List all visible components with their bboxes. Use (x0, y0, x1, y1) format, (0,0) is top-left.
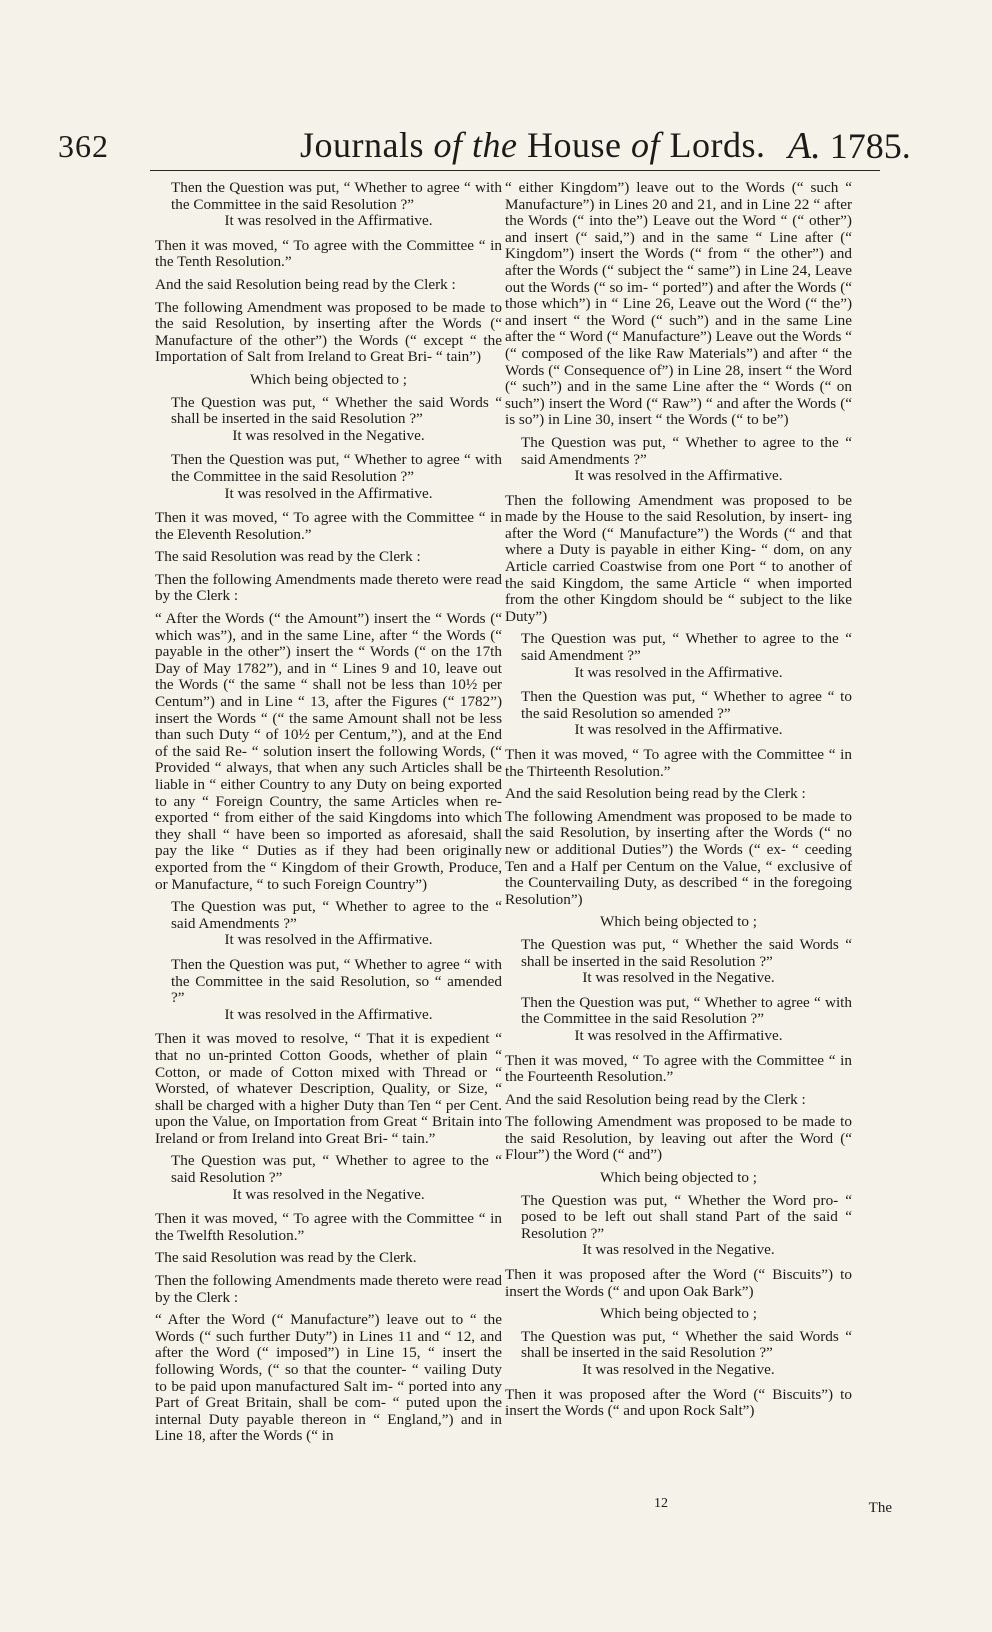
question-paragraph: The Question was put, “ Whether the said Words “ shall be inserted in the said Resolution ?” (521, 1327, 852, 1362)
resolution-result: It was resolved in the Affirmative. (574, 467, 783, 485)
signature-mark: 12 (654, 1496, 668, 1511)
text-paragraph: Then the following Amendments made thereto were read by the Clerk : (155, 1272, 502, 1306)
question-paragraph: The Question was put, “ Whether to agree to the “ said Amendments ?” (521, 433, 852, 468)
question-paragraph: Then the Question was put, “ Whether to agree “ to the said Resolution so amended ?” (521, 688, 852, 722)
resolution-result: It was resolved in the Negative. (582, 1241, 775, 1259)
question-paragraph: Then the Question was put, “ Whether to agree “ with the Committee in the said Resolution ?” (171, 179, 502, 213)
text-paragraph: Then it was moved, “ To agree with the Committee “ in the Fourteenth Resolution.” (505, 1051, 852, 1086)
objection-line: Which being objected to ; (600, 1169, 757, 1187)
text-paragraph: And the said Resolution being read by the Clerk : (505, 785, 806, 803)
text-paragraph: Then it was proposed after the Word (“ Biscuits”) to insert the Words (“ and upon Rock Salt”) (505, 1385, 852, 1420)
question-paragraph: Then the Question was put, “ Whether to agree “ with the Committee in the said Resolution ?” (521, 993, 852, 1028)
question-paragraph: The Question was put, “ Whether the said Words “ shall be inserted in the said Resolution ?” (521, 935, 852, 970)
resolution-result: It was resolved in the Affirmative. (224, 1005, 433, 1023)
question-paragraph: The Question was put, “ Whether to agree to the “ said Amendments ?” (171, 898, 502, 932)
page-header (0, 0, 992, 175)
text-paragraph: Then it was moved, “ To agree with the Committee “ in the Tenth Resolution.” (155, 236, 502, 271)
left-column (155, 180, 502, 1451)
text-paragraph: Then the following Amendments made thereto were read by the Clerk : (155, 570, 502, 605)
page-number: 362 (58, 128, 109, 164)
resolution-result: It was resolved in the Affirmative. (574, 721, 783, 739)
text-paragraph: Then it was moved, “ To agree with the Committee “ in the Twelfth Resolution.” (155, 1210, 502, 1244)
question-paragraph: The Question was put, “ Whether the Word pro- “ posed to be left out shall stand Part of the said “ Resolution ?” (521, 1191, 852, 1242)
text-paragraph: The following Amendment was proposed to be made to the said Resolution, by inserting after the Words (“ no new or additional Duties”) the Words (“ ex- “ ceeding Ten and a Half per Centum on the Value, “ exclusive of the Countervailing Duty, as described “ in the foregoing Resolution”) (505, 807, 852, 908)
title-word: House (527, 125, 622, 165)
right-column (505, 180, 852, 1426)
resolution-result: It was resolved in the Affirmative. (224, 212, 433, 230)
text-columns (0, 180, 992, 1580)
resolution-result: It was resolved in the Negative. (582, 1361, 775, 1378)
catchword: The (868, 1500, 892, 1516)
resolution-result: It was resolved in the Affirmative. (224, 484, 433, 502)
text-paragraph: The following Amendment was proposed to be made to the said Resolution, by inserting after the Words (“ Manufacture of the other”) the Words (“ except “ the Importation of Salt from Ireland to Great Bri- “ tain”) (155, 298, 502, 366)
objection-line: Which being objected to ; (600, 913, 757, 931)
text-paragraph: The said Resolution was read by the Clerk. (155, 1249, 417, 1267)
text-paragraph: “ After the Word (“ Manufacture”) leave out to “ the Words (“ such further Duty”) in Lines 11 and “ 12, and after the Word (“ imposed”) in Line 15, “ insert the following Words, (“ so that the counter- “ vailing Duty to be paid upon manufactured Salt im- “ ported into any Part of Great Britain, shall be com- “ puted upon the internal Duty payable thereon in “ England,”) and in Line 18, after the Words (“ in (155, 1311, 502, 1445)
year-mark (788, 124, 911, 168)
resolution-result: It was resolved in the Negative. (582, 969, 775, 987)
text-paragraph: And the said Resolution being read by the Clerk : (155, 275, 456, 293)
question-paragraph: The Question was put, “ Whether to agree to the “ said Resolution ?” (171, 1152, 502, 1187)
title-word: Lords. (669, 125, 766, 165)
text-paragraph: The said Resolution was read by the Clerk : (155, 548, 421, 566)
anno-mark: A. (788, 125, 821, 167)
resolution-result: It was resolved in the Affirmative. (574, 663, 783, 681)
text-paragraph: And the said Resolution being read by the Clerk : (505, 1090, 806, 1108)
objection-line: Which being objected to ; (250, 370, 407, 388)
header-rule (150, 170, 880, 171)
objection-line: Which being objected to ; (600, 1305, 757, 1323)
text-paragraph: Then the following Amendment was proposed to be made by the House to the said Resolution, by insert- ing after the Word (“ Manufacture”) the Words (“ and that where a Duty is payable in either King- “ dom, on any Article carried Coastwise from one Port “ to another of the said Kingdom, the same Article “ when imported from the other Kingdom should be “ subject to the like Duty”) (505, 491, 852, 625)
title-word: of (631, 125, 661, 165)
question-paragraph: Then the Question was put, “ Whether to agree “ with the Committee in the said Resolution, so “ amended ?” (171, 955, 502, 1007)
text-paragraph: Then it was moved, “ To agree with the Committee “ in the Thirteenth Resolution.” (505, 746, 852, 780)
resolution-result: It was resolved in the Negative. (232, 426, 425, 444)
text-paragraph: Then it was moved, “ To agree with the Committee “ in the Eleventh Resolution.” (155, 509, 502, 543)
running-title (300, 124, 766, 166)
resolution-result: It was resolved in the Negative. (232, 1185, 425, 1203)
year: 1785. (829, 126, 911, 166)
title-word: of (433, 125, 463, 165)
title-word: Journals (300, 125, 424, 165)
title-word: the (472, 125, 518, 165)
resolution-result: It was resolved in the Affirmative. (224, 931, 433, 949)
text-paragraph: “ either Kingdom”) leave out to the Words (“ such “ Manufacture”) in Lines 20 and 21, and in Line 22 “ after the Words (“ into the”) Leave out the Word “ (“ other”) and insert (“ said,”) and in the same “ Line after (“ Kingdom”) insert the Words (“ from “ the other”) and after the Words (“ subject the “ same”) in Line 24, Leave out the Words (“ so im- “ ported”) and after the Words (“ those which”) in “ Line 26, Leave out the Word (“ the”) and insert “ the Word (“ such”) and in the same Line after the “ Word (“ Manufacture”) Leave out the Words “ (“ composed of the like Raw Materials”) and after “ the Words (“ Consequence of”) in Line 28, insert “ the Word (“ such”) and in the same Line after the “ Words (“ on such”) insert the Word (“ Raw”) “ and after the Words (“ is so”) in Line 30, insert “ the Words (“ to be”) (505, 179, 852, 429)
question-paragraph: Then the Question was put, “ Whether to agree “ with the Committee in the said Resolution ?” (171, 451, 502, 485)
question-paragraph: The Question was put, “ Whether the said Words “ shall be inserted in the said Resolution ?” (171, 393, 502, 428)
resolution-result: It was resolved in the Affirmative. (574, 1026, 783, 1044)
question-paragraph: The Question was put, “ Whether to agree to the “ said Amendment ?” (521, 630, 852, 665)
text-paragraph: Then it was proposed after the Word (“ Biscuits”) to insert the Words (“ and upon Oak Bark”) (505, 1266, 852, 1300)
text-paragraph: Then it was moved to resolve, “ That it is expedient “ that no un-printed Cotton Goods, whether of plain “ Cotton, or made of Cotton mixed with Thread or “ Worsted, of whatever Description, Quality, or Size, “ shall be charged with a higher Duty than Ten “ per Cent. upon the Value, on Importation from Great “ Britain into Ireland or from Ireland into Great Bri- “ tain.” (155, 1030, 502, 1147)
text-paragraph: The following Amendment was proposed to be made to the said Resolution, by leaving out after the Word (“ Flour”) the Word (“ and”) (505, 1113, 852, 1164)
text-paragraph: “ After the Words (“ the Amount”) insert the “ Words (“ which was”), and in the same Line, after “ the Words (“ payable in the other”) insert the “ Words (“ on the 17th Day of May 1782”), and in “ Lines 9 and 10, leave out the Words (“ the same “ shall not be less than 10½ per Centum”) and in Line “ 13, after the Figures (“ 1782”) insert the Words “ (“ the same Amount shall not be less than such Duty “ of 10½ per Centum,”), and at the End of the said Re- “ solution insert the following Words, (“ Provided “ always, that when any such Articles shall be liable in “ either Country to any Duty on being exported to any “ Foreign Country, the same Articles when re-exported “ from either of the said Kingdoms into which they shall “ have been so imported as aforesaid, shall pay the like “ Duties as if they had been originally exported from the “ Kingdom of their Growth, Produce, or Manufacture, “ to such Foreign Country”) (155, 610, 502, 893)
